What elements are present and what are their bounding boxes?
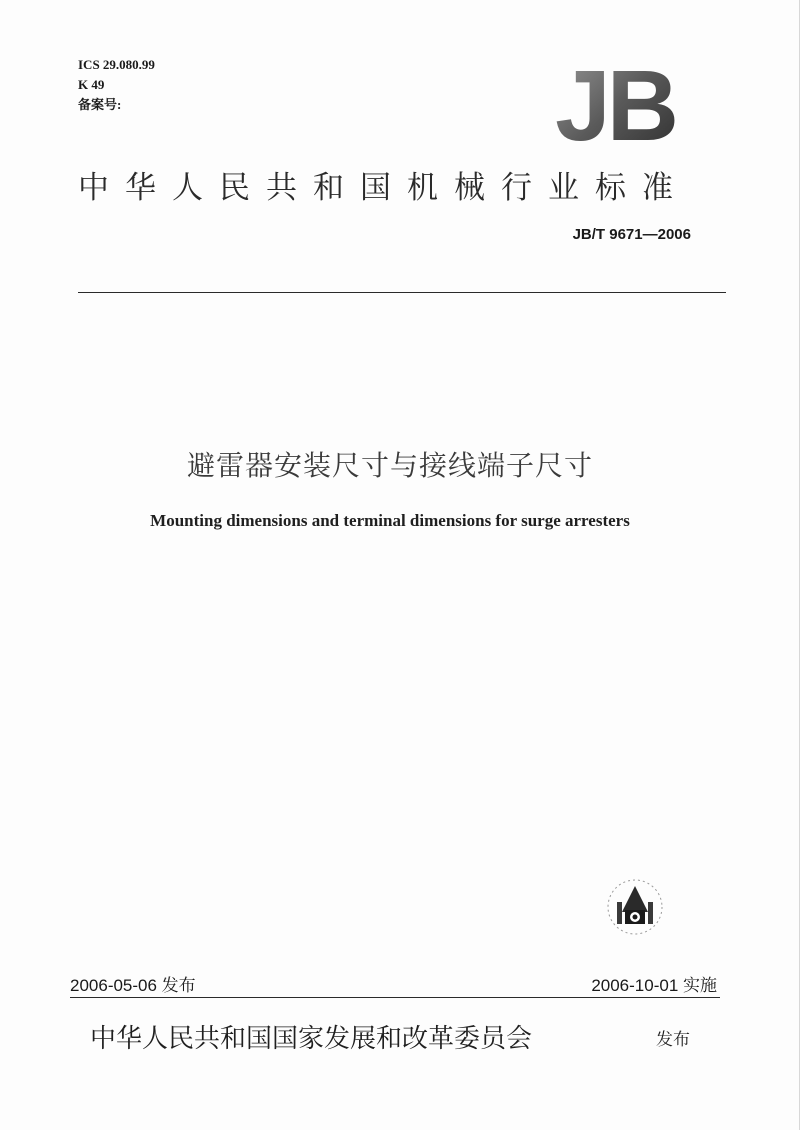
document-title-english: Mounting dimensions and terminal dimensions for surge arresters [150,511,630,530]
publisher-emblem-icon [600,872,670,942]
ics-code: ICS 29.080.99 [78,57,155,72]
issuing-authority-suffix: 发布 [656,1030,690,1050]
classification-block [78,55,155,115]
top-divider [78,292,726,293]
issuing-authority: 中华人民共和国国家发展和改革委员会 [90,1024,533,1054]
ccs-code: K 49 [78,77,105,92]
standard-body-title: 中华人民共和国机械行业标准 [78,170,689,206]
record-number-label: 备案号: [78,97,122,112]
document-title-chinese: 避雷器安装尺寸与接线端子尺寸 [186,449,593,482]
implementation-date: 2006-10-01 实施 [591,976,717,995]
issue-date: 2006-05-06 发布 [70,976,196,995]
bottom-divider [70,997,720,998]
standard-number: JB/T 9671—2006 [572,226,691,243]
jb-logo [540,58,690,148]
jb-logo-text: JB [555,58,675,148]
